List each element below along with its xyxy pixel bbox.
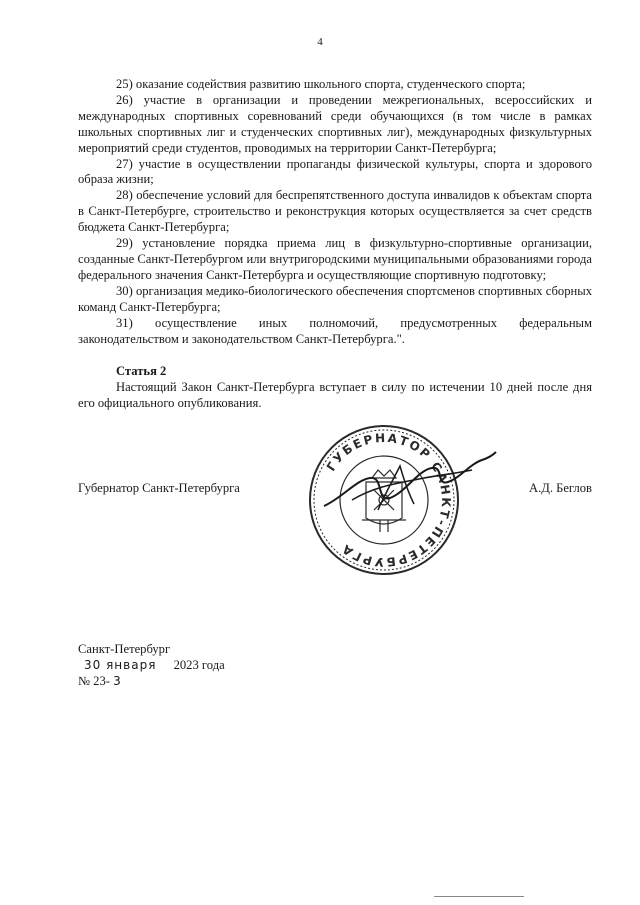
list-item-31: 31) осуществление иных полномочий, предусмотренных федеральным законодательством и законодательством Санкт-Петербурга.". (78, 315, 592, 346)
list-item-28: 28) обеспечение условий для беспрепятственного доступа инвалидов к объектам спорта в Санкт-Петербурге, строительство и реконструкция которых осуществляется за счет средств бюджета Санкт-Петербурга; (78, 188, 592, 235)
list-item-29: 29) установление порядка приема лиц в физкультурно-спортивные организации, созданные Санкт-Петербургом или внутригородскими муниципальными образованиями города федерального значения Санкт-Петербурга и осуществляющие спортивную подготовку; (78, 236, 592, 282)
document-footer (78, 642, 225, 690)
document-body (78, 77, 592, 412)
footer-mark (434, 896, 524, 900)
page-number: 4 (317, 36, 323, 48)
list-item-26: 26) участие в организации и проведении межрегиональных, всероссийских и международных спортивных соревнований среди обучающихся (в том числе в рамках школьных спортивных лиг и студенческих спортивных лиг), международных физкультурных мероприятий среди студентов, проводимых на территории Санкт-Петербурга; (78, 92, 592, 155)
document-number (78, 674, 225, 690)
document-number-prefix: № 23- (78, 673, 110, 688)
article-text: Настоящий Закон Санкт-Петербурга вступает в силу по истечении 10 дней после дня его официального опубликования. (78, 380, 592, 411)
signatory-position: Губернатор Санкт-Петербурга (78, 481, 240, 495)
svg-text:ГУБЕРНАТОР САНКТ-ПЕТЕРБУРГА: ГУБЕРНАТОР САНКТ-ПЕТЕРБУРГА (323, 430, 454, 570)
date-year: 2023 года (173, 657, 225, 672)
signatory-name: А.Д. Беглов (528, 481, 592, 495)
handwritten-signature (322, 440, 498, 530)
date-of-signing (78, 658, 225, 674)
list-item-27: 27) участие в осуществлении пропаганды физической культуры, спорта и здорового образа жизни; (78, 156, 592, 187)
date-day-month: 30 января (84, 657, 157, 672)
list-item-30: 30) организация медико-биологического обеспечения спортсменов спортивных сборных команд Санкт-Петербурга; (78, 283, 592, 314)
article-title: Статья 2 (116, 364, 167, 379)
place-of-signing: Санкт-Петербург (78, 642, 171, 656)
document-number-value: 3 (113, 673, 122, 688)
list-item-25: 25) оказание содействия развитию школьного спорта, студенческого спорта; (116, 77, 526, 91)
